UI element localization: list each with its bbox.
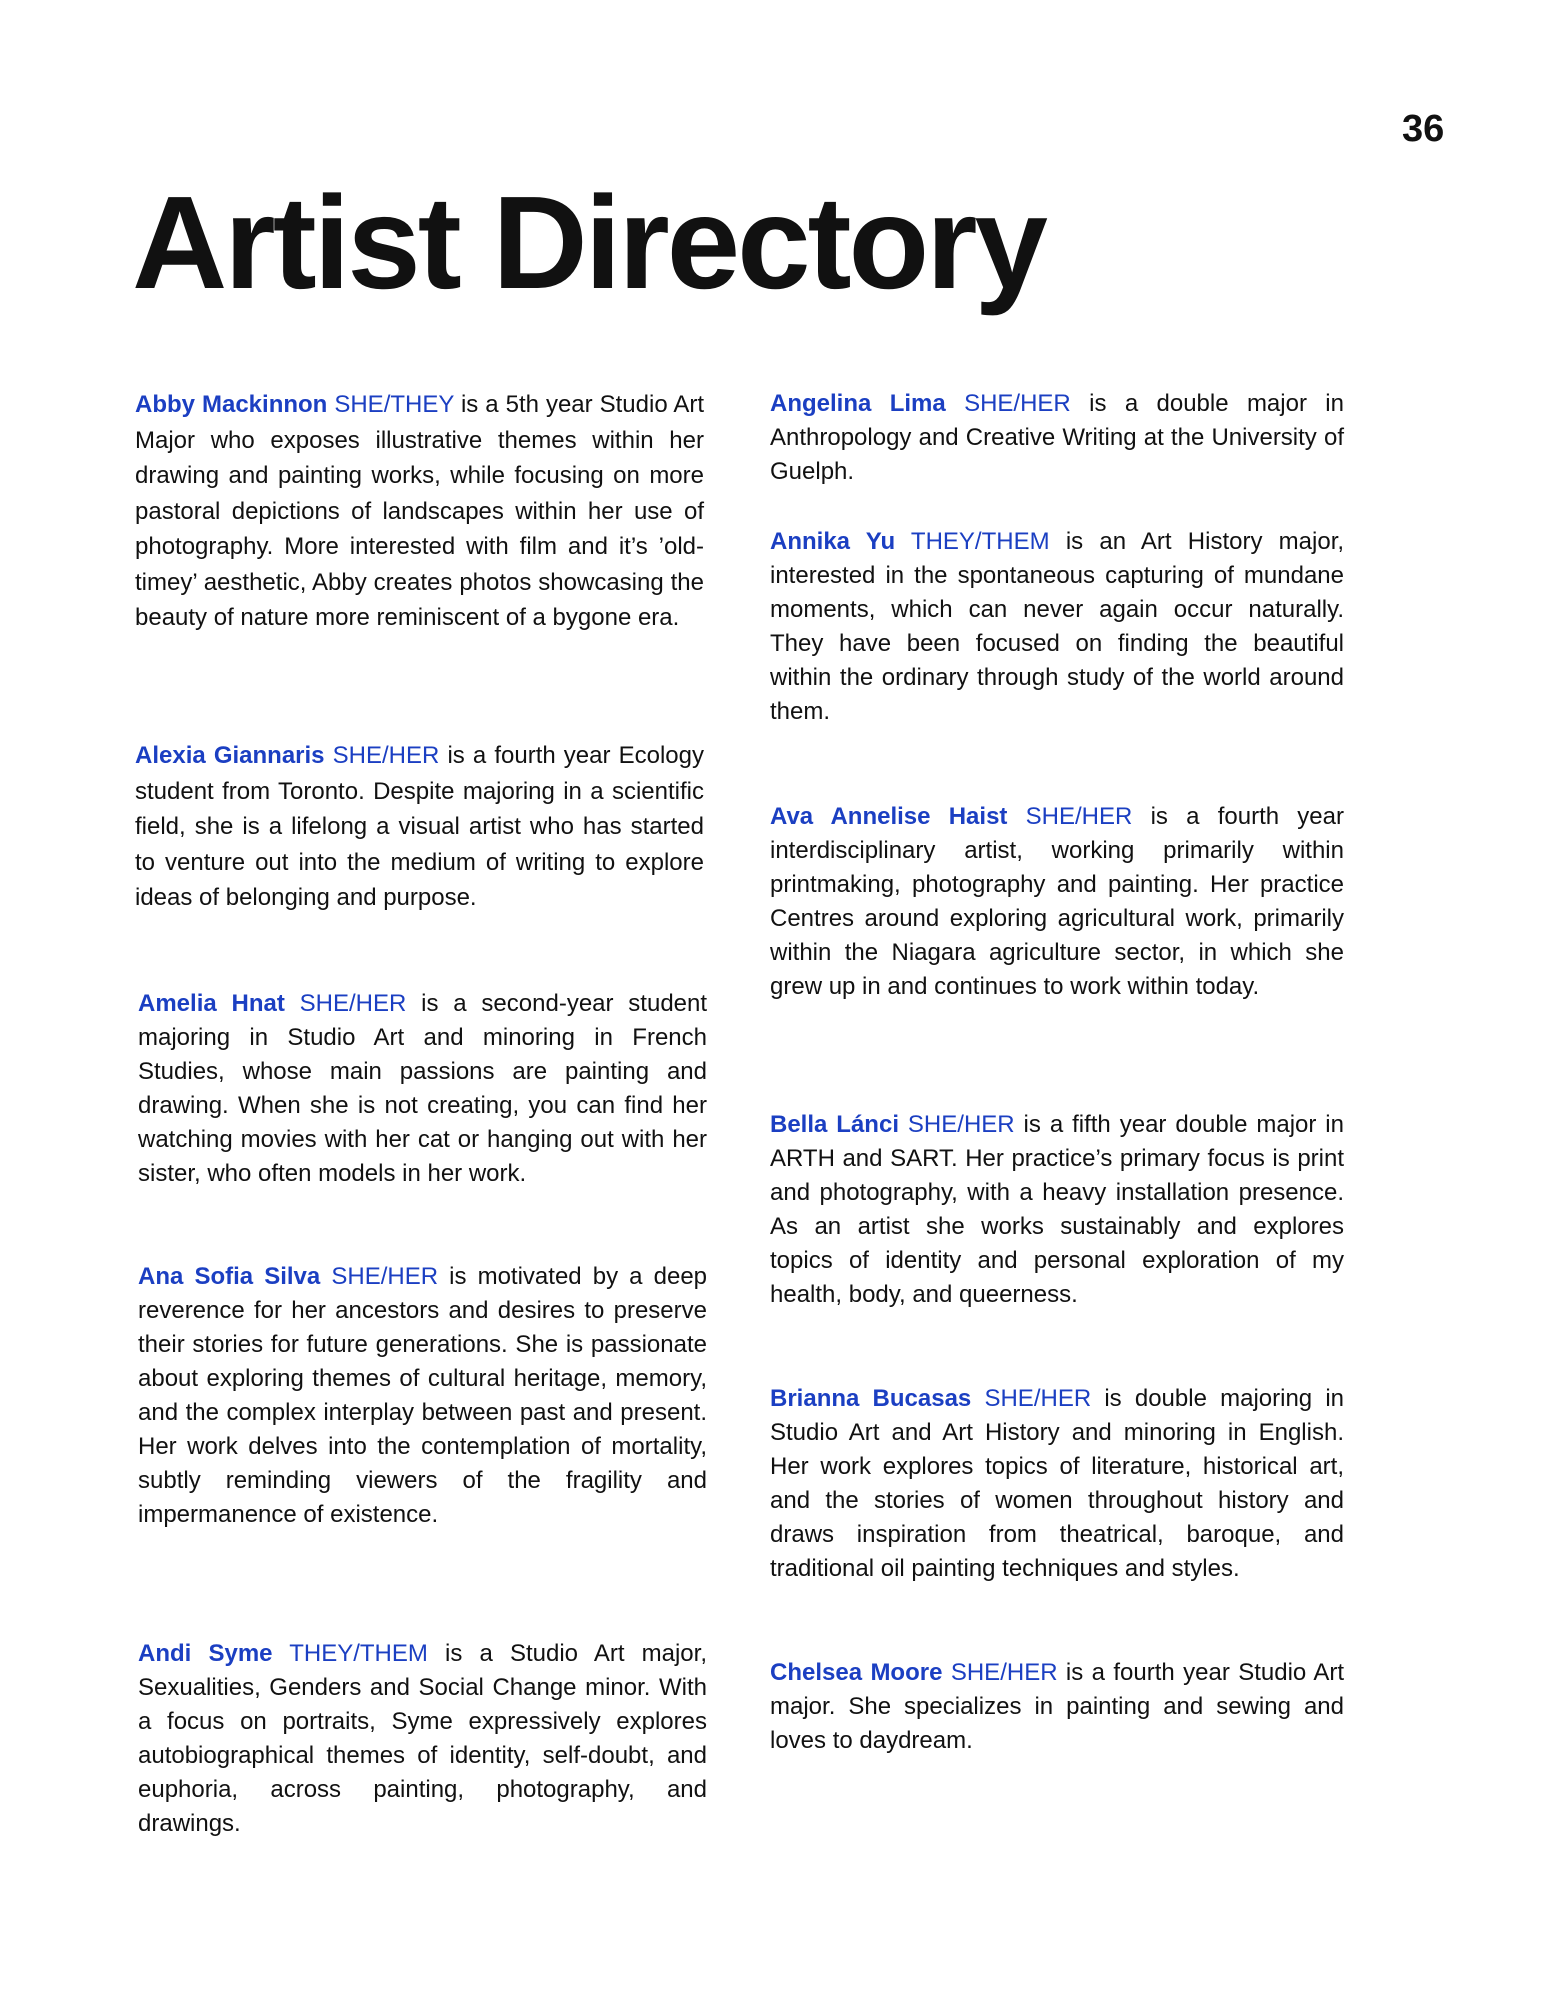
artist-name: Amelia Hnat (138, 990, 285, 1017)
page-title: Artist Directory (132, 169, 1045, 316)
artist-pronouns: SHE/HER (984, 1385, 1092, 1412)
artist-entry (138, 1260, 707, 1532)
artist-pronouns: SHE/HER (299, 990, 407, 1017)
artist-name: Brianna Bucasas (770, 1385, 972, 1412)
artist-pronouns: SHE/HER (331, 1263, 439, 1290)
artist-bio: is a fourth year Ecology student from Toronto. Despite majoring in a scientific field, she is a lifelong a visual artist who has started to venture out into the medium of writing to explore ideas of belonging and purpose. (135, 742, 704, 911)
artist-entry (138, 987, 707, 1191)
artist-pronouns: SHE/HER (907, 1111, 1015, 1138)
artist-bio: is an Art History major, interested in the spontaneous capturing of mundane moments, which can never again occur naturally. They have been focused on finding the beautiful within the ordinary through study of the world around them. (770, 528, 1345, 725)
artist-entry (135, 738, 704, 916)
artist-bio: is a fourth year Studio Art major. She specializes in painting and sewing and loves to daydream. (770, 1659, 1344, 1754)
artist-bio: is a double major in Anthropology and Creative Writing at the University of Guelph. (770, 390, 1344, 485)
artist-bio: is double majoring in Studio Art and Art History and minoring in English. Her work explores topics of literature, historical art, and the stories of women throughout history and draws inspiration from theatrical, baroque, and traditional oil painting techniques and styles. (770, 1385, 1345, 1582)
artist-entry (770, 525, 1344, 729)
artist-pronouns: THEY/THEM (910, 528, 1050, 555)
artist-pronouns: SHE/HER (332, 742, 440, 769)
artist-pronouns: SHE/HER (1025, 803, 1133, 830)
artist-name: Angelina Lima (770, 390, 946, 417)
artist-name: Abby Mackinnon (135, 391, 328, 418)
artist-name: Annika Yu (770, 528, 896, 555)
artist-entry (770, 1656, 1344, 1758)
artist-entry (135, 387, 704, 636)
artist-bio: is motivated by a deep reverence for her ancestors and desires to preserve their stories for future generations. She is passionate about exploring themes of cultural heritage, memory, and the complex interplay between past and present. Her work delves into the contemplation of mortality, subtly reminding viewers of the fragility and impermanence of existence. (138, 1263, 708, 1528)
artist-pronouns: SHE/THEY (334, 391, 454, 418)
artist-name: Ana Sofia Silva (138, 1263, 321, 1290)
artist-entry (138, 1637, 707, 1841)
artist-name: Ava Annelise Haist (770, 803, 1008, 830)
artist-entry (770, 387, 1344, 489)
artist-name: Chelsea Moore (770, 1659, 943, 1686)
page-number: 36 (1402, 108, 1445, 150)
artist-bio: is a Studio Art major, Sexualities, Genders and Social Change minor. With a focus on portraits, Syme expressively explores autobiographical themes of identity, self-doubt, and euphoria, across painting, photography, and drawings. (138, 1640, 707, 1837)
artist-entry (770, 1108, 1344, 1312)
artist-name: Andi Syme (138, 1640, 273, 1667)
artist-entry (770, 1382, 1344, 1586)
artist-bio: is a fifth year double major in ARTH and SART. Her practice’s primary focus is print and photography, with a heavy installation presence. As an artist she works sustainably and explores topics of identity and personal exploration of my health, body, and queerness. (770, 1111, 1344, 1308)
artist-pronouns: SHE/HER (964, 390, 1071, 417)
artist-bio: is a 5th year Studio Art Major who exposes illustrative themes within her drawing and painting works, while focusing on more pastoral depictions of landscapes within her use of photography. More interested with film and it’s ’old-timey’ aesthetic, Abby creates photos showcasing the beauty of nature more reminiscent of a bygone era. (135, 391, 705, 631)
artist-bio: is a fourth year interdisciplinary artist, working primarily within printmaking, photography and painting. Her practice Centres around exploring agricultural work, primarily within the Niagara agriculture sector, in which she grew up in and continues to work within today. (770, 803, 1344, 1000)
artist-name: Alexia Giannaris (135, 742, 325, 769)
artist-pronouns: THEY/THEM (289, 1640, 428, 1667)
artist-name: Bella Lánci (770, 1111, 899, 1138)
artist-bio: is a second-year student majoring in Studio Art and minoring in French Studies, whose main passions are painting and drawing. When she is not creating, you can find her watching movies with her cat or hanging out with her sister, who often models in her work. (138, 990, 708, 1187)
artist-pronouns: SHE/HER (950, 1659, 1058, 1686)
artist-entry (770, 800, 1344, 1004)
